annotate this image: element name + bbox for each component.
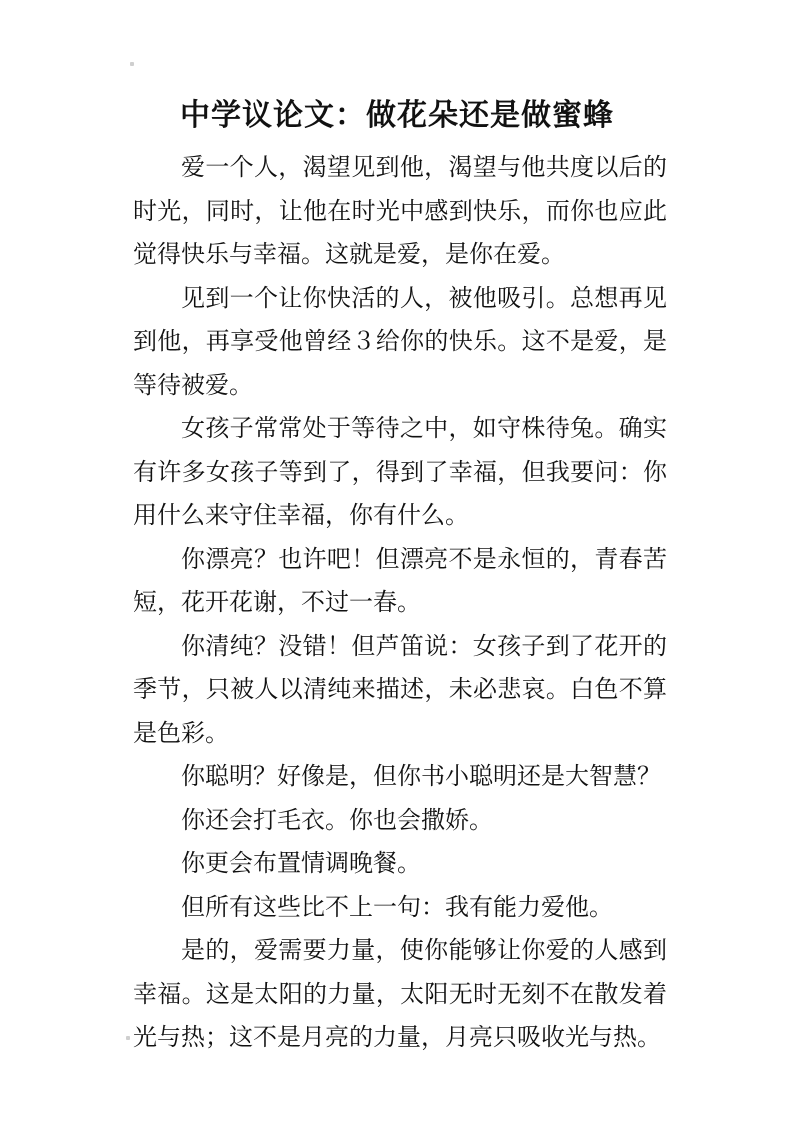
document-title: 中学议论文：做花朵还是做蜜蜂	[180, 98, 614, 133]
paragraph: 你聪明？好像是，但你书小聪明还是大智慧？	[181, 762, 661, 790]
paragraph: 你清纯？没错！但芦笛说：女孩子到了花开的季节，只被人以清纯来描述，未必悲哀。白色不算是色彩。	[133, 631, 667, 747]
paragraph: 是的，爱需要力量，使你能够让你爱的人感到幸福。这是太阳的力量，太阳无时无刻不在散发着光与热；这不是月亮的力量，月亮只吸收光与热。	[133, 936, 667, 1051]
paragraph: 你还会打毛衣。你也会撒娇。	[181, 805, 493, 834]
paragraph: 女孩子常常处于等待之中，如守株待兔。确实有许多女孩子等到了，得到了幸福，但我要问：你用什么来守住幸福，你有什么。	[133, 414, 667, 529]
paragraph: 但所有这些比不上一句：我有能力爱他。	[181, 892, 613, 921]
scan-mark-top	[130, 62, 134, 66]
paragraph: 爱一个人，渴望见到他，渴望与他共度以后的时光，同时，让他在时光中感到快乐，而你也应此觉得快乐与幸福。这就是爱，是你在爱。	[133, 153, 667, 268]
document-body	[133, 146, 667, 1060]
scan-mark-bottom	[126, 1036, 130, 1040]
paragraph: 你更会布置情调晚餐。	[181, 849, 421, 877]
paragraph: 见到一个让你快活的人，被他吸引。总想再见到他，再享受他曾经３给你的快乐。这不是爱，是等待被爱。	[133, 283, 667, 399]
paragraph: 你漂亮？也许吧！但漂亮不是永恒的，青春苦短，花开花谢，不过一春。	[133, 544, 667, 616]
